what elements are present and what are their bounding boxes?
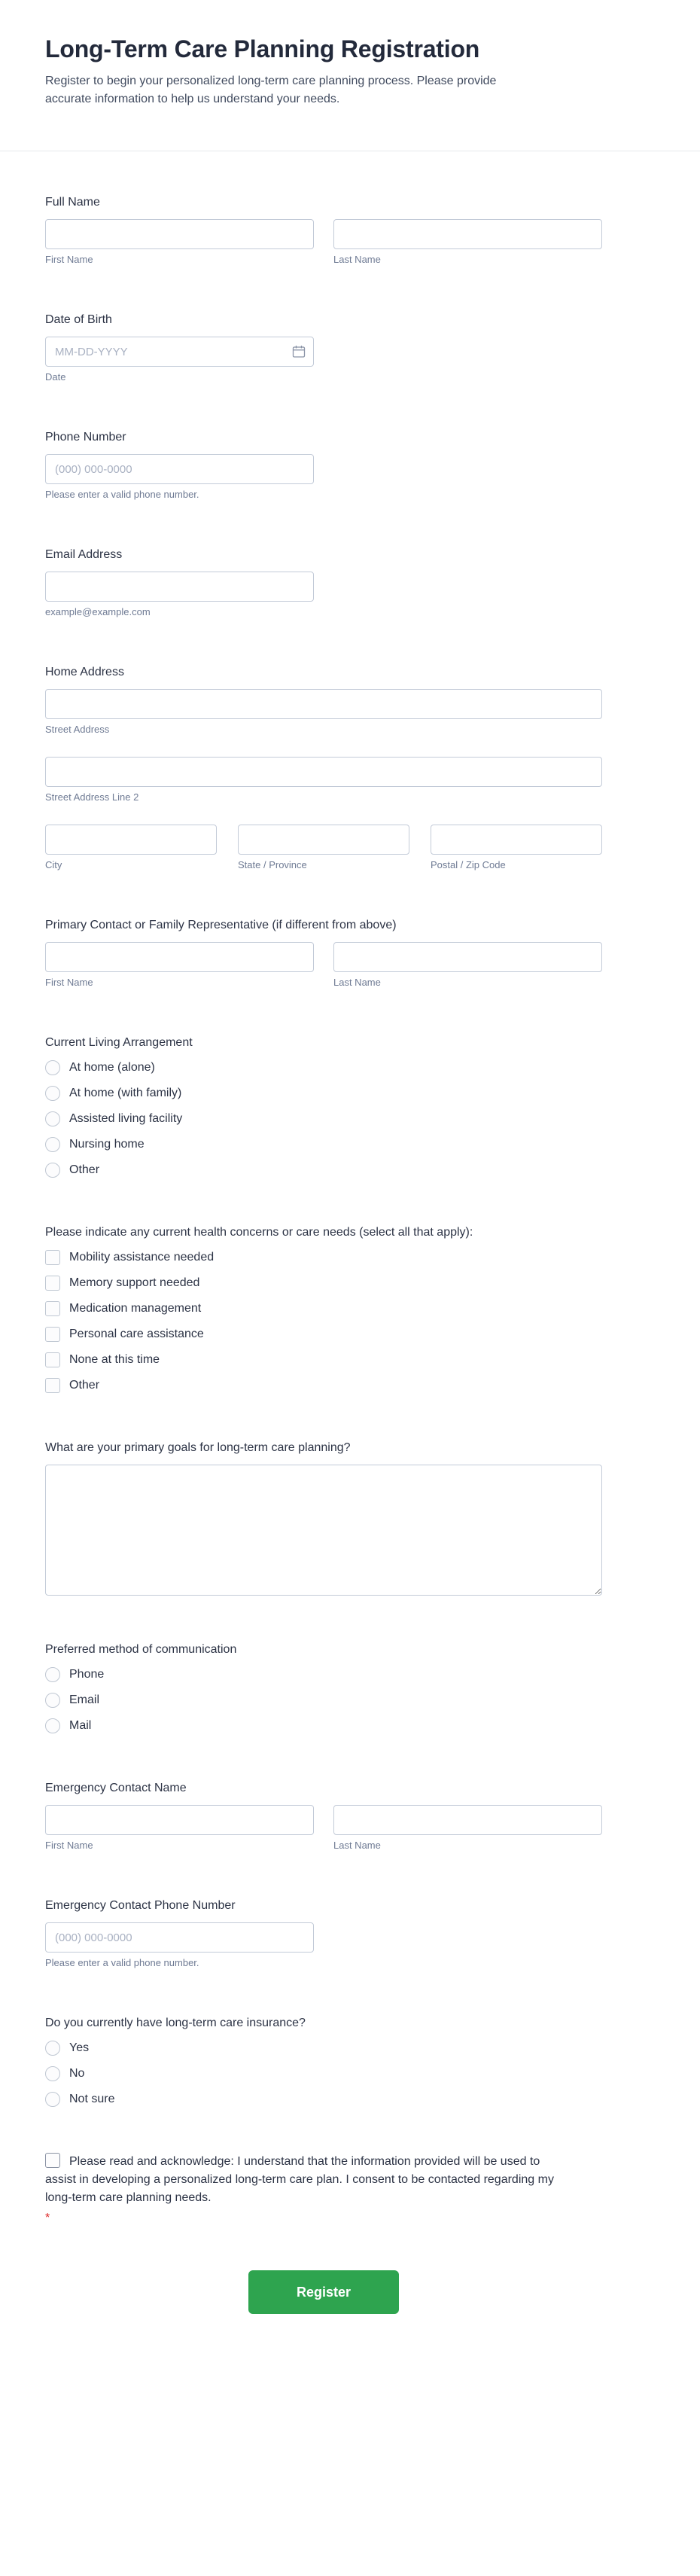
dob-label: Date of Birth: [45, 313, 112, 326]
goals-textarea[interactable]: [45, 1465, 602, 1596]
option-label: Nursing home: [69, 1138, 145, 1151]
zip-sublabel: Postal / Zip Code: [431, 859, 506, 870]
acknowledgement-option[interactable]: [45, 2155, 554, 2204]
page-subtitle: Register to begin your personalized long-term care planning process. Please provide accurate information to help us understand your needs.: [45, 75, 497, 105]
option-label: None at this time: [69, 1353, 160, 1366]
field-insurance: [45, 2014, 602, 2108]
city-input[interactable]: [45, 825, 217, 855]
living-radio[interactable]: [45, 1137, 60, 1152]
street-address-2-input[interactable]: [45, 757, 602, 787]
health-label: Please indicate any current health concerns or care needs (select all that apply):: [45, 1226, 473, 1239]
last-name-sublabel: Last Name: [333, 254, 381, 265]
insurance-option-no[interactable]: [45, 2065, 84, 2082]
primary-contact-last-name-input[interactable]: [333, 942, 602, 972]
option-label: Other: [69, 1163, 100, 1176]
insurance-radio[interactable]: [45, 2066, 60, 2081]
field-full-name: [45, 194, 602, 266]
health-option-other[interactable]: [45, 1377, 99, 1394]
first-name-input[interactable]: [45, 219, 314, 249]
address-label: Home Address: [45, 666, 124, 678]
living-options: [45, 1059, 602, 1178]
acknowledgement-text: Please read and acknowledge: I understand that the information provided will be used to assist in developing a personalized long-term care plan. I consent to be contacted regarding my long-term care planning needs.: [45, 2155, 554, 2204]
primary-contact-first-sublabel: First Name: [45, 977, 93, 988]
option-label: Mail: [69, 1719, 92, 1732]
option-label: Medication management: [69, 1302, 202, 1315]
register-button[interactable]: Register: [248, 2270, 399, 2314]
option-label: At home (alone): [69, 1061, 155, 1074]
emergency-last-name-input[interactable]: [333, 1805, 602, 1835]
living-radio[interactable]: [45, 1060, 60, 1075]
insurance-radio[interactable]: [45, 2041, 60, 2056]
living-option-nursing[interactable]: [45, 1136, 145, 1153]
state-sublabel: State / Province: [238, 859, 307, 870]
communication-options: [45, 1666, 602, 1734]
living-option-other[interactable]: [45, 1162, 99, 1178]
insurance-option-yes[interactable]: [45, 2040, 89, 2056]
zip-input[interactable]: [431, 825, 602, 855]
living-label: Current Living Arrangement: [45, 1036, 193, 1049]
health-checkbox[interactable]: [45, 1250, 60, 1265]
health-checkbox[interactable]: [45, 1327, 60, 1342]
field-home-address: [45, 663, 602, 871]
communication-option-phone[interactable]: [45, 1666, 104, 1683]
field-emergency-name: [45, 1779, 602, 1852]
dob-sublabel: Date: [45, 371, 66, 383]
first-name-sublabel: First Name: [45, 254, 93, 265]
acknowledgement-checkbox[interactable]: [45, 2153, 60, 2168]
health-checkbox[interactable]: [45, 1276, 60, 1291]
emergency-phone-input[interactable]: [45, 1922, 314, 1953]
emergency-phone-label: Emergency Contact Phone Number: [45, 1899, 236, 1912]
form-header: [0, 0, 700, 108]
city-sublabel: City: [45, 859, 62, 870]
field-email: [45, 546, 602, 618]
living-radio[interactable]: [45, 1086, 60, 1101]
street-address-2-sublabel: Street Address Line 2: [45, 791, 139, 803]
communication-radio[interactable]: [45, 1718, 60, 1733]
required-asterisk: *: [45, 2212, 50, 2224]
option-label: Other: [69, 1379, 100, 1392]
primary-contact-label: Primary Contact or Family Representative (if different from above): [45, 919, 397, 931]
email-sublabel: example@example.com: [45, 606, 151, 617]
communication-option-email[interactable]: [45, 1692, 99, 1709]
option-label: Phone: [69, 1668, 105, 1681]
option-label: Assisted living facility: [69, 1112, 183, 1125]
health-checkbox[interactable]: [45, 1352, 60, 1367]
insurance-option-not-sure[interactable]: [45, 2091, 114, 2108]
option-label: Email: [69, 1693, 100, 1706]
health-option-personal-care[interactable]: [45, 1326, 204, 1343]
calendar-icon[interactable]: [292, 345, 306, 358]
option-label: Yes: [69, 2041, 90, 2054]
phone-sublabel: Please enter a valid phone number.: [45, 489, 199, 500]
phone-input[interactable]: [45, 454, 314, 484]
field-primary-contact: [45, 916, 602, 989]
emergency-first-name-input[interactable]: [45, 1805, 314, 1835]
last-name-input[interactable]: [333, 219, 602, 249]
communication-option-mail[interactable]: [45, 1718, 91, 1734]
registration-form: [0, 151, 700, 2559]
emergency-name-label: Emergency Contact Name: [45, 1782, 187, 1794]
health-option-mobility[interactable]: [45, 1249, 214, 1266]
primary-contact-first-name-input[interactable]: [45, 942, 314, 972]
street-address-input[interactable]: [45, 689, 602, 719]
option-label: Not sure: [69, 2093, 115, 2105]
goals-label: What are your primary goals for long-term care planning?: [45, 1441, 351, 1454]
field-acknowledgement: [45, 2153, 572, 2225]
field-health-concerns: [45, 1224, 602, 1394]
living-radio[interactable]: [45, 1163, 60, 1178]
option-label: No: [69, 2067, 85, 2080]
full-name-label: Full Name: [45, 196, 100, 209]
insurance-options: [45, 2040, 602, 2108]
dob-input[interactable]: [45, 337, 314, 367]
option-label: Personal care assistance: [69, 1328, 204, 1340]
living-option-home-alone[interactable]: [45, 1059, 155, 1076]
page-title: Long-Term Care Planning Registration: [45, 35, 480, 62]
health-option-medication[interactable]: [45, 1300, 201, 1317]
emergency-last-sublabel: Last Name: [333, 1840, 381, 1851]
emergency-phone-sublabel: Please enter a valid phone number.: [45, 1957, 199, 1968]
living-radio[interactable]: [45, 1111, 60, 1126]
email-label: Email Address: [45, 548, 123, 561]
health-checkbox[interactable]: [45, 1378, 60, 1393]
communication-radio[interactable]: [45, 1693, 60, 1708]
primary-contact-last-sublabel: Last Name: [333, 977, 381, 988]
communication-label: Preferred method of communication: [45, 1643, 237, 1656]
communication-radio[interactable]: [45, 1667, 60, 1682]
phone-label: Phone Number: [45, 431, 126, 444]
living-option-assisted[interactable]: [45, 1111, 182, 1127]
living-option-home-family[interactable]: [45, 1085, 181, 1102]
emergency-first-sublabel: First Name: [45, 1840, 93, 1851]
option-label: At home (with family): [69, 1087, 182, 1099]
option-label: Memory support needed: [69, 1276, 200, 1289]
insurance-radio[interactable]: [45, 2092, 60, 2107]
insurance-label: Do you currently have long-term care insurance?: [45, 2017, 306, 2029]
field-phone: [45, 428, 602, 501]
field-goals: [45, 1439, 602, 1596]
email-input[interactable]: [45, 572, 314, 602]
street-address-sublabel: Street Address: [45, 724, 110, 735]
field-living-arrangement: [45, 1034, 602, 1178]
field-emergency-phone: [45, 1897, 602, 1969]
state-input[interactable]: [238, 825, 409, 855]
health-option-none[interactable]: [45, 1352, 160, 1368]
field-date-of-birth: [45, 311, 602, 383]
option-label: Mobility assistance needed: [69, 1251, 215, 1264]
health-options: [45, 1249, 602, 1394]
field-communication: [45, 1641, 602, 1734]
health-option-memory[interactable]: [45, 1275, 199, 1291]
health-checkbox[interactable]: [45, 1301, 60, 1316]
